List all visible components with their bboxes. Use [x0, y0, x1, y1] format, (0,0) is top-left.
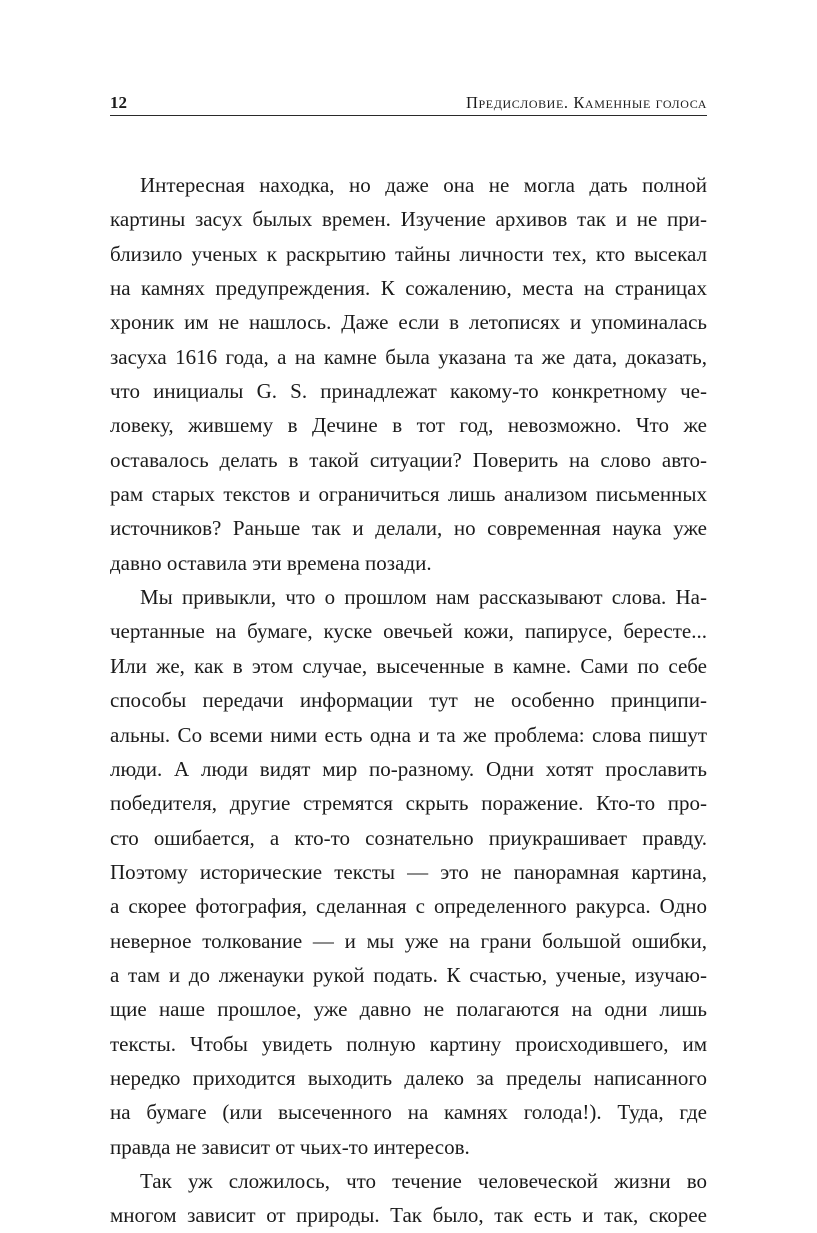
text-line: тексты. Чтобы увидеть полную картину происходившего, им: [110, 1031, 707, 1056]
text-line: многом зависит от природы. Так было, так есть и так, скорее: [110, 1203, 707, 1228]
paragraph: [110, 580, 707, 1164]
text-line: люди. А люди видят мир по-разному. Одни хотят прославить: [110, 756, 707, 781]
text-line: Так уж сложилось, что течение человеческой жизни во: [140, 1168, 707, 1193]
text-line: а скорее фотография, сделанная с определенного ракурса. Одно: [110, 894, 707, 919]
text-line: оставалось делать в такой ситуации? Поверить на слово авто-: [110, 447, 707, 472]
text-line: Мы привыкли, что о прошлом нам рассказывают слова. На-: [140, 585, 707, 610]
text-line: близило ученых к раскрытию тайны личности тех, кто высекал: [110, 241, 707, 266]
text-line: что инициалы G. S. принадлежат какому-то конкретному че-: [110, 379, 707, 404]
text-line: сто ошибается, а кто-то сознательно приукрашивает правду.: [110, 825, 707, 850]
text-line: победителя, другие стремятся скрыть поражение. Кто-то про-: [110, 791, 707, 816]
text-line: ловеку, жившему в Дечине в тот год, невозможно. Что же: [110, 413, 707, 438]
text-line: источников? Раньше так и делали, но современная наука уже: [110, 516, 707, 541]
text-line: засуха 1616 года, а на камне была указана та же дата, доказать,: [110, 344, 707, 369]
text-line: нередко приходится выходить далеко за пределы написанного: [110, 1065, 707, 1090]
running-title: Предисловие. Каменные голоса: [466, 93, 707, 112]
body-text: [110, 168, 707, 1233]
text-line: на камнях предупреждения. К сожалению, места на страницах: [110, 276, 707, 301]
text-line: чертанные на бумаге, куске овечьей кожи, папирусе, бересте...: [110, 619, 707, 644]
page-number: 12: [110, 93, 127, 112]
paragraph: [110, 1164, 707, 1233]
text-line: Или же, как в этом случае, высеченные в камне. Сами по себе: [110, 653, 707, 678]
text-line: способы передачи информации тут не особенно принципи-: [110, 688, 707, 713]
paragraph: [110, 168, 707, 580]
text-line: хроник им не нашлось. Даже если в летописях и упоминалась: [110, 310, 707, 335]
text-line: неверное толкование — и мы уже на грани большой ошибки,: [110, 928, 707, 953]
text-line: картины засух былых времен. Изучение архивов так и не при-: [110, 207, 707, 232]
text-line: а там и до лженауки рукой подать. К счастью, ученые, изучаю-: [110, 962, 707, 987]
text-line: на бумаге (или высеченного на камнях голода!). Туда, где: [110, 1100, 707, 1125]
text-line: правда не зависит от чьих-то интересов.: [110, 1134, 470, 1159]
running-head: [110, 93, 707, 116]
text-line: Поэтому исторические тексты — это не панорамная картина,: [110, 859, 707, 884]
text-line: давно оставила эти времена позади.: [110, 550, 432, 575]
text-line: щие наше прошлое, уже давно не полагаются на одни лишь: [110, 997, 707, 1022]
text-line: рам старых текстов и ограничиться лишь анализом письменных: [110, 482, 707, 507]
text-line: Интересная находка, но даже она не могла дать полной: [140, 173, 707, 197]
text-line: альны. Со всеми ними есть одна и та же проблема: слова пишут: [110, 722, 707, 747]
